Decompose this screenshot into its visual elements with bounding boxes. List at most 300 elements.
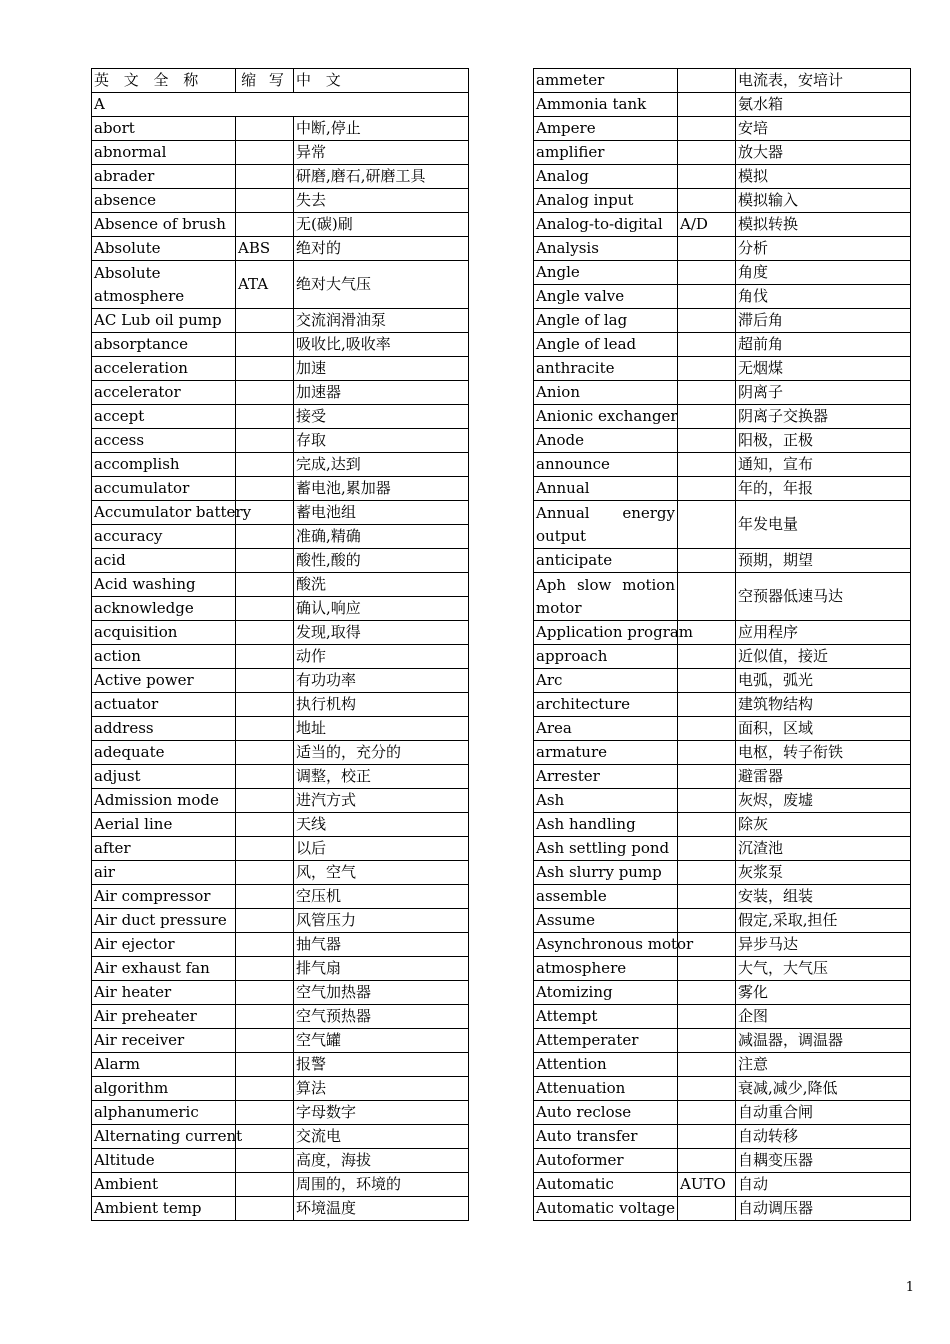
section-label: A [92,93,469,117]
table-row [92,261,469,309]
table-row [534,621,911,645]
term-abbr [678,477,736,501]
term-chinese: 自动调压器 [736,1197,911,1221]
term-chinese: 自耦变压器 [736,1149,911,1173]
term-abbr [236,861,294,885]
term-abbr [236,165,294,189]
table-row [534,477,911,501]
term-abbr [236,1005,294,1029]
term-chinese: 字母数字 [294,1101,469,1125]
term-english: Alarm [92,1053,236,1077]
table-row [534,549,911,573]
term-chinese: 无(碳)刷 [294,213,469,237]
table-row [92,549,469,573]
term-abbr [678,861,736,885]
term-abbr [678,813,736,837]
table-row [534,1005,911,1029]
term-chinese: 空气罐 [294,1029,469,1053]
table-row [92,645,469,669]
term-abbr [678,261,736,285]
table-row [534,1077,911,1101]
term-abbr [678,405,736,429]
term-abbr [236,837,294,861]
term-english: ammeter [534,69,678,93]
table-row [92,981,469,1005]
header-english: 英 文 全 称 [92,69,236,93]
term-chinese: 电流表，安培计 [736,69,911,93]
term-english: Angle of lead [534,333,678,357]
glossary-left-body [92,69,469,1221]
term-abbr [678,1125,736,1149]
term-chinese: 安培 [736,117,911,141]
term-english: Attempt [534,1005,678,1029]
table-row [92,1053,469,1077]
term-abbr [678,453,736,477]
term-english: Aph slow motion motor [534,573,678,621]
table-row [534,1101,911,1125]
term-english: Arrester [534,765,678,789]
table-row [534,741,911,765]
term-abbr [236,573,294,597]
term-chinese: 报警 [294,1053,469,1077]
table-row [534,765,911,789]
term-english: Analog [534,165,678,189]
term-abbr [236,213,294,237]
term-abbr [236,1125,294,1149]
term-chinese: 风，空气 [294,861,469,885]
term-chinese: 阳极，正极 [736,429,911,453]
term-chinese: 排气扇 [294,957,469,981]
table-row [534,1149,911,1173]
table-row [534,837,911,861]
table-row [92,597,469,621]
term-chinese: 衰减,减少,降低 [736,1077,911,1101]
term-english: Annual [534,477,678,501]
table-row [92,885,469,909]
term-chinese: 绝对的 [294,237,469,261]
table-row [534,429,911,453]
term-chinese: 异常 [294,141,469,165]
term-abbr [236,429,294,453]
term-chinese: 放大器 [736,141,911,165]
term-chinese: 雾化 [736,981,911,1005]
table-row [92,309,469,333]
term-chinese: 建筑物结构 [736,693,911,717]
table-row [92,957,469,981]
table-row [534,1197,911,1221]
term-chinese: 中断,停止 [294,117,469,141]
term-english: Arc [534,669,678,693]
table-row [92,405,469,429]
term-chinese: 减温器，调温器 [736,1029,911,1053]
term-chinese: 天线 [294,813,469,837]
term-abbr: ABS [236,237,294,261]
term-english: armature [534,741,678,765]
term-abbr [236,549,294,573]
table-row [534,573,911,621]
term-english: Air receiver [92,1029,236,1053]
term-abbr [678,69,736,93]
term-abbr [678,93,736,117]
term-chinese: 灰浆泵 [736,861,911,885]
table-row [92,1077,469,1101]
term-abbr [236,789,294,813]
term-english: Ash [534,789,678,813]
term-abbr [678,885,736,909]
term-chinese: 周围的，环境的 [294,1173,469,1197]
term-english: approach [534,645,678,669]
table-row [92,813,469,837]
table-row [534,1053,911,1077]
term-abbr [678,429,736,453]
term-english: Anion [534,381,678,405]
table-row [92,765,469,789]
term-abbr [236,1077,294,1101]
term-abbr [236,597,294,621]
table-row [92,1029,469,1053]
term-abbr [236,309,294,333]
term-abbr [236,813,294,837]
header-row [92,69,469,93]
term-chinese: 准确,精确 [294,525,469,549]
term-chinese: 蓄电池组 [294,501,469,525]
term-english: accomplish [92,453,236,477]
term-chinese: 适当的，充分的 [294,741,469,765]
term-english: Altitude [92,1149,236,1173]
term-abbr [236,1029,294,1053]
term-chinese: 角伐 [736,285,911,309]
term-english: Angle of lag [534,309,678,333]
header-chinese: 中 文 [294,69,469,93]
term-english: AC Lub oil pump [92,309,236,333]
term-english: accumulator [92,477,236,501]
table-row [534,165,911,189]
term-english: access [92,429,236,453]
term-chinese: 加速 [294,357,469,381]
table-row [92,501,469,525]
term-chinese: 酸性,酸的 [294,549,469,573]
term-abbr [678,549,736,573]
table-row [534,1029,911,1053]
term-chinese: 无烟煤 [736,357,911,381]
term-chinese: 大气，大气压 [736,957,911,981]
term-english: Ash settling pond [534,837,678,861]
term-english: accuracy [92,525,236,549]
term-abbr [236,381,294,405]
term-abbr [678,1005,736,1029]
term-chinese: 异步马达 [736,933,911,957]
term-english: assemble [534,885,678,909]
page-number: 1 [905,1280,914,1295]
term-english: amplifier [534,141,678,165]
table-row [92,1149,469,1173]
term-abbr [678,765,736,789]
term-chinese: 超前角 [736,333,911,357]
term-english: Air heater [92,981,236,1005]
table-row [92,1125,469,1149]
table-row [92,621,469,645]
term-chinese: 模拟 [736,165,911,189]
term-abbr [236,1053,294,1077]
term-abbr [236,141,294,165]
term-english: Anionic exchanger [534,405,678,429]
term-chinese: 失去 [294,189,469,213]
term-chinese: 地址 [294,717,469,741]
term-chinese: 存取 [294,429,469,453]
term-chinese: 角度 [736,261,911,285]
term-chinese: 空压机 [294,885,469,909]
term-english: Analysis [534,237,678,261]
term-chinese: 分析 [736,237,911,261]
term-english: Automatic voltage [534,1197,678,1221]
term-english: adequate [92,741,236,765]
term-english: architecture [534,693,678,717]
term-english: Ampere [534,117,678,141]
term-chinese: 注意 [736,1053,911,1077]
term-english: Acid washing [92,573,236,597]
table-row [92,165,469,189]
term-english: Air compressor [92,885,236,909]
term-abbr [678,957,736,981]
term-english: accelerator [92,381,236,405]
table-row [92,909,469,933]
table-row [534,717,911,741]
glossary-right-body [534,69,911,1221]
table-row [92,693,469,717]
term-abbr [678,669,736,693]
term-english: atmosphere [534,957,678,981]
term-english: acknowledge [92,597,236,621]
term-english: Ash slurry pump [534,861,678,885]
term-abbr [678,645,736,669]
term-english: alphanumeric [92,1101,236,1125]
term-english: Application program [534,621,678,645]
term-abbr [678,693,736,717]
term-chinese: 酸洗 [294,573,469,597]
term-english: Atomizing [534,981,678,1005]
term-english: Admission mode [92,789,236,813]
table-row [92,237,469,261]
table-row [92,837,469,861]
term-chinese: 蓄电池,累加器 [294,477,469,501]
term-english: absence [92,189,236,213]
term-english: Annual energy output [534,501,678,549]
table-row [92,525,469,549]
table-row [534,669,911,693]
table-row [534,861,911,885]
term-abbr [678,837,736,861]
term-abbr [236,477,294,501]
table-row [92,741,469,765]
term-chinese: 近似值，接近 [736,645,911,669]
table-row [534,957,911,981]
term-chinese: 氨水箱 [736,93,911,117]
term-english: Absolute [92,237,236,261]
term-chinese: 灰烬，废墟 [736,789,911,813]
term-english: Ash handling [534,813,678,837]
term-abbr [236,333,294,357]
term-abbr [678,1053,736,1077]
term-english: Air exhaust fan [92,957,236,981]
term-chinese: 交流润滑油泵 [294,309,469,333]
term-chinese: 执行机构 [294,693,469,717]
glossary-table-right [533,68,911,1221]
term-abbr: AUTO [678,1173,736,1197]
term-abbr [236,693,294,717]
table-row [92,1197,469,1221]
term-chinese: 假定,采取,担任 [736,909,911,933]
table-row [534,885,911,909]
table-row [534,813,911,837]
term-english: Area [534,717,678,741]
table-row [92,789,469,813]
term-english: Ambient [92,1173,236,1197]
term-chinese: 除灰 [736,813,911,837]
term-abbr [236,357,294,381]
term-abbr [678,789,736,813]
term-abbr [678,237,736,261]
term-chinese: 沉渣池 [736,837,911,861]
term-english: Ambient temp [92,1197,236,1221]
term-chinese: 应用程序 [736,621,911,645]
term-english: acquisition [92,621,236,645]
term-chinese: 自动重合闸 [736,1101,911,1125]
term-english: abrader [92,165,236,189]
term-abbr [236,885,294,909]
table-row [92,189,469,213]
term-english: announce [534,453,678,477]
term-english: Automatic [534,1173,678,1197]
term-abbr [678,573,736,621]
term-abbr [678,381,736,405]
table-row [92,1005,469,1029]
table-row [534,933,911,957]
table-row [534,117,911,141]
term-english: Anode [534,429,678,453]
term-english: absorptance [92,333,236,357]
term-chinese: 风管压力 [294,909,469,933]
term-chinese: 绝对大气压 [294,261,469,309]
term-abbr [678,1197,736,1221]
term-chinese: 算法 [294,1077,469,1101]
term-abbr [236,189,294,213]
term-english: anthracite [534,357,678,381]
table-row [534,237,911,261]
term-chinese: 模拟输入 [736,189,911,213]
term-abbr [678,741,736,765]
term-abbr [678,1029,736,1053]
term-chinese: 自动 [736,1173,911,1197]
table-row [92,117,469,141]
table-row [534,261,911,285]
term-english: Auto reclose [534,1101,678,1125]
term-chinese: 年的，年报 [736,477,911,501]
term-abbr [236,981,294,1005]
term-chinese: 高度，海拔 [294,1149,469,1173]
term-english: Analog-to-digital [534,213,678,237]
term-chinese: 抽气器 [294,933,469,957]
table-row [534,981,911,1005]
table-row [92,381,469,405]
term-chinese: 发现,取得 [294,621,469,645]
term-english: Aerial line [92,813,236,837]
term-abbr [678,309,736,333]
term-english: anticipate [534,549,678,573]
term-abbr [678,717,736,741]
table-row [92,1173,469,1197]
term-abbr [236,933,294,957]
term-english: acceleration [92,357,236,381]
term-abbr [678,357,736,381]
term-abbr [678,1149,736,1173]
term-chinese: 接受 [294,405,469,429]
term-chinese: 阴离子 [736,381,911,405]
term-abbr [236,765,294,789]
table-row [534,405,911,429]
table-row [92,213,469,237]
table-row [534,453,911,477]
term-chinese: 年发电量 [736,501,911,549]
table-row [534,1173,911,1197]
glossary-table-left [91,68,469,1221]
term-english: Active power [92,669,236,693]
table-row [92,357,469,381]
term-abbr [236,645,294,669]
term-abbr [678,141,736,165]
term-english: actuator [92,693,236,717]
table-row [534,69,911,93]
term-chinese: 空预器低速马达 [736,573,911,621]
term-chinese: 避雷器 [736,765,911,789]
term-english: abort [92,117,236,141]
term-abbr [678,981,736,1005]
term-chinese: 预期，期望 [736,549,911,573]
table-row [92,573,469,597]
term-english: Angle valve [534,285,678,309]
term-chinese: 空气预热器 [294,1005,469,1029]
table-row [92,933,469,957]
term-chinese: 交流电 [294,1125,469,1149]
term-abbr [236,1173,294,1197]
table-row [534,1125,911,1149]
term-chinese: 调整，校正 [294,765,469,789]
term-english: Accumulator battery [92,501,236,525]
term-english: algorithm [92,1077,236,1101]
table-row [534,693,911,717]
table-row [534,357,911,381]
term-abbr [236,525,294,549]
term-chinese: 滞后角 [736,309,911,333]
table-row [534,333,911,357]
table-row [534,501,911,549]
term-english: Absolute atmosphere [92,261,236,309]
term-abbr [236,669,294,693]
table-row [534,213,911,237]
term-abbr [236,117,294,141]
term-chinese: 模拟转换 [736,213,911,237]
term-chinese: 电枢，转子衔铁 [736,741,911,765]
term-english: Air preheater [92,1005,236,1029]
table-row [92,453,469,477]
term-english: abnormal [92,141,236,165]
term-chinese: 吸收比,吸收率 [294,333,469,357]
term-chinese: 动作 [294,645,469,669]
term-abbr [678,501,736,549]
term-english: air [92,861,236,885]
term-chinese: 有功功率 [294,669,469,693]
term-english: adjust [92,765,236,789]
term-english: action [92,645,236,669]
